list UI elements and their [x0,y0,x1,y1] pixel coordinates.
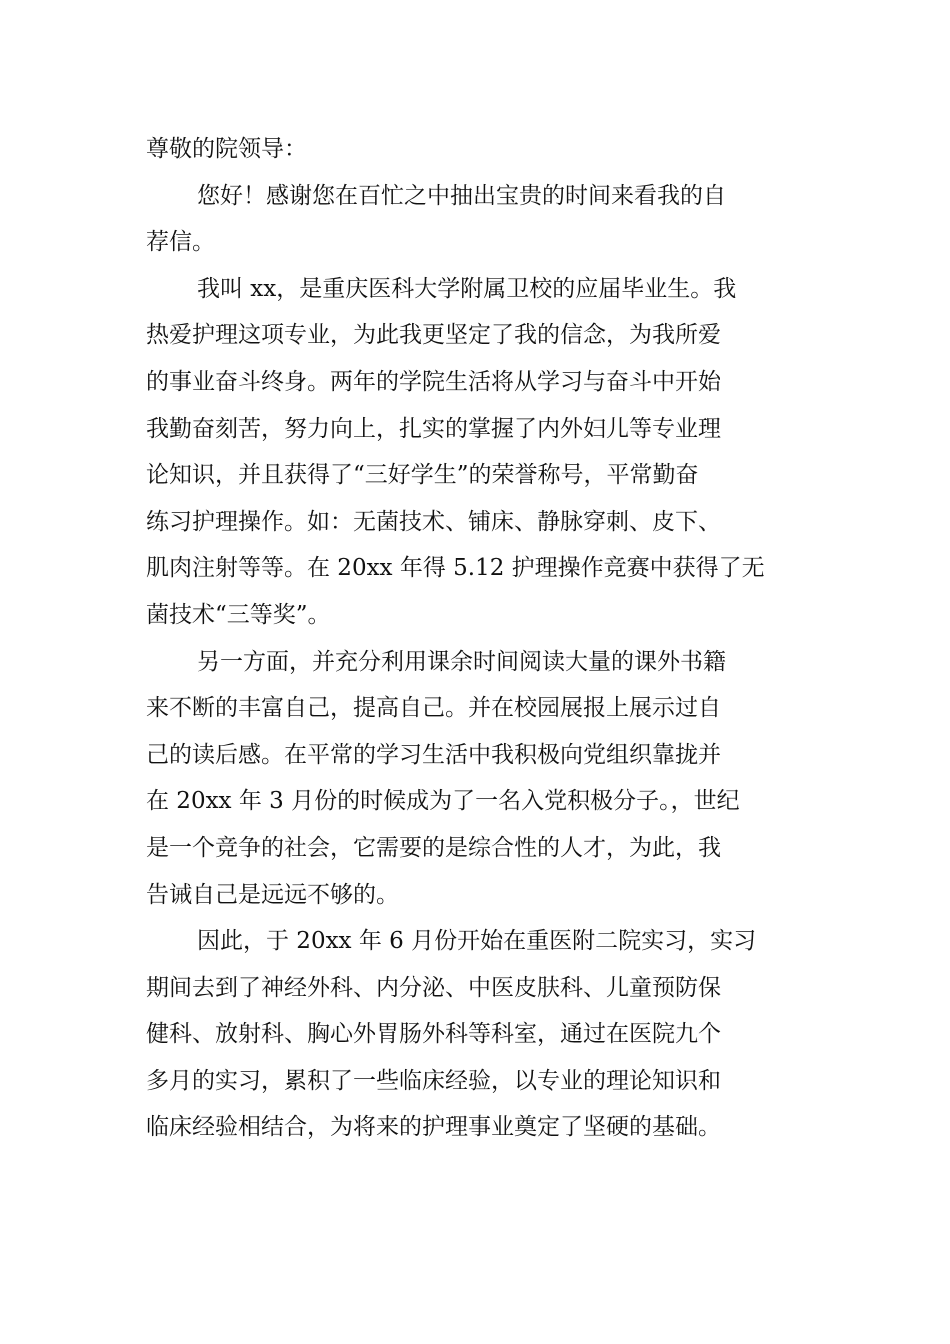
paragraph-line: 来不断的丰富自己，提高自己。并在校园展报上展示过自 [146,695,721,722]
paragraph-line: 您好！感谢您在百忙之中抽出宝贵的时间来看我的自 [197,182,726,209]
paragraph-line: 肌肉注射等等。在 20xx 年得 5.12 护理操作竞赛中获得了无 [146,555,765,582]
paragraph-line: 荐信。 [146,229,215,256]
paragraph-line: 的事业奋斗终身。两年的学院生活将从学习与奋斗中开始 [146,368,721,395]
paragraph-line: 是一个竞争的社会，它需要的是综合性的人才，为此，我 [146,834,721,861]
letter-body [146,126,806,1151]
paragraph-line: 我叫 xx，是重庆医科大学附属卫校的应届毕业生。我 [197,275,737,302]
paragraph-self-improvement [146,639,806,919]
paragraph-line: 热爱护理这项专业，为此我更坚定了我的信念，为我所爱 [146,322,721,349]
paragraph-greeting [146,173,806,266]
paragraph-line: 我勤奋刻苦，努力向上，扎实的掌握了内外妇儿等专业理 [146,415,721,442]
paragraph-line: 期间去到了神经外科、内分泌、中医皮肤科、儿童预防保 [146,974,721,1001]
paragraph-line: 告诫自己是远远不够的。 [146,881,399,908]
paragraph-introduction [146,266,806,639]
paragraph-line: 因此，于 20xx 年 6 月份开始在重医附二院实习，实习 [197,928,757,955]
paragraph-line: 临床经验相结合，为将来的护理事业奠定了坚硬的基础。 [146,1114,721,1141]
paragraph-line: 多月的实习，累积了一些临床经验，以专业的理论知识和 [146,1067,721,1094]
paragraph-line: 另一方面，并充分利用课余时间阅读大量的课外书籍 [197,648,726,675]
paragraph-line: 菌技术“三等奖”。 [146,601,331,628]
paragraph-line: 健科、放射科、胸心外胃肠外科等科室，通过在医院九个 [146,1021,721,1048]
paragraph-line: 在 20xx 年 3 月份的时候成为了一名入党积极分子。，世纪 [146,788,740,815]
paragraph-internship [146,918,806,1151]
paragraph-line: 论知识，并且获得了“三好学生”的荣誉称号，平常勤奋 [146,462,699,489]
paragraph-line: 练习护理操作。如：无菌技术、铺床、静脉穿刺、皮下、 [146,508,721,535]
paragraph-line: 己的读后感。在平常的学习生活中我积极向党组织靠拢并 [146,741,721,768]
salutation: 尊敬的院领导： [146,136,307,162]
